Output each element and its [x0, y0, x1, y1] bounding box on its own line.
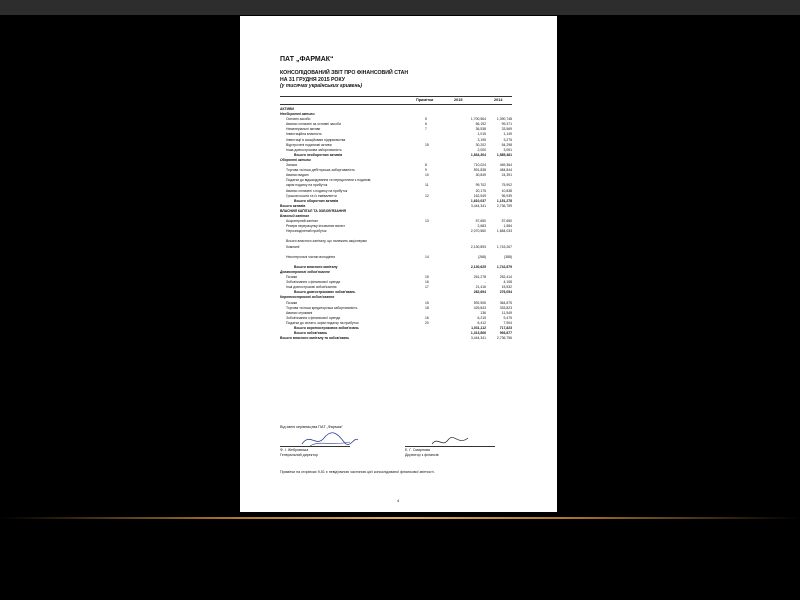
row-value-2014: 2,736,759	[496, 203, 512, 208]
row-value-2015: 710,024	[473, 163, 486, 168]
title-line-2: НА 31 ГРУДНЯ 2015 РОКУ	[280, 76, 345, 83]
row-label: Необоротні активи	[280, 112, 315, 117]
row-value-2014: 717,823	[499, 326, 512, 331]
row-note: 15	[425, 275, 429, 280]
row-label: Аванси сплачені за основні засоби	[286, 122, 341, 127]
row-value-2015: 56,192	[475, 122, 486, 127]
page-number: 4	[397, 498, 400, 503]
row-note: 9	[425, 168, 427, 173]
row-label: Податки до сплати, окрім податку на прибуток	[286, 320, 359, 325]
row-value-2014: 99,371	[501, 122, 512, 127]
column-header-notes: Примітки	[416, 98, 434, 102]
row-label: Зобов'язання з фінансової оренди	[286, 315, 341, 320]
row-value-2014: 54,298	[501, 142, 512, 147]
row-value-2015: 2,070,560	[470, 229, 486, 234]
row-value-2014: 15,532	[501, 285, 512, 290]
row-label: Резерв перерахунку іноземних валют	[286, 224, 345, 229]
row-label: Основні засоби	[286, 117, 311, 122]
row-value-2014: 1,390,748	[496, 117, 512, 122]
row-value-2015: 36,538	[475, 127, 486, 132]
row-value-2014: (388)	[504, 254, 512, 259]
row-label: Всього власного капіталу, що належить акціонерам	[286, 239, 367, 244]
row-note: 12	[425, 193, 429, 198]
row-note: 15	[425, 300, 429, 305]
row-note: 18	[425, 305, 429, 310]
signer-1-name: Ф. І. Жебровська	[280, 448, 309, 452]
balance-sheet-rows	[280, 107, 512, 341]
row-note: 8	[425, 163, 427, 168]
row-value-2015: 591,838	[473, 168, 486, 173]
row-label: Довгострокові зобов'язання	[280, 270, 330, 274]
row-value-2014: 276,054	[499, 290, 512, 295]
row-note: 13	[425, 219, 429, 224]
footnote: Примітки на сторінках 9-51 є невід'ємною частиною цієї консолідованої фінансової звітності.	[280, 470, 435, 474]
row-value-2015: 2,130,625	[470, 264, 486, 269]
row-value-2014: 4,108	[503, 280, 512, 285]
signer-1	[280, 448, 318, 458]
row-label: Оборотні активи	[280, 157, 311, 162]
row-value-2015: 57,650	[475, 219, 486, 224]
signer-2-name: Е. Г. Смирнова	[405, 448, 430, 452]
row-label: Торгова та інша дебіторська заборгованість	[286, 168, 355, 173]
row-value-2015: 162,549	[473, 193, 486, 198]
row-note: 6	[425, 122, 427, 127]
row-value-2014: 364,875	[499, 300, 512, 305]
row-label: Аванси видані	[286, 173, 309, 178]
table-row	[280, 336, 512, 341]
row-value-2015: 30,849	[475, 173, 486, 178]
row-note: 7	[425, 127, 427, 132]
row-value-2014: 1,684,033	[496, 229, 512, 234]
row-label: Власний капітал	[280, 213, 310, 218]
row-label: Аванси сплачені з податку на прибуток	[286, 188, 348, 193]
row-value-2015: (268)	[478, 254, 486, 259]
row-label: Акціонерний капітал	[286, 219, 318, 224]
row-value-2015: 30,202	[475, 142, 486, 147]
row-value-2014: 1,742,879	[496, 264, 512, 269]
row-label: Нерозподілений прибуток	[286, 229, 327, 234]
row-value-2015: 1,834,304	[470, 152, 486, 157]
row-label: Короткострокові зобов'язання	[280, 295, 335, 300]
row-label: Всього зобов'язань	[294, 331, 328, 336]
row-value-2015: 2,130,893	[470, 244, 486, 249]
row-value-2015: 3,444,341	[470, 336, 486, 341]
row-value-2014: 9,475	[503, 315, 512, 320]
row-note: 11	[425, 183, 429, 188]
row-label: окрім податку на прибуток	[286, 183, 328, 188]
row-label: Грошові кошти та їх еквіваленти	[286, 193, 337, 198]
row-label: Всього необоротних активів	[294, 152, 343, 157]
row-label: Всього власного капіталу	[294, 264, 338, 269]
row-value-2014: 993,877	[499, 331, 512, 336]
row-value-2014: 75,902	[501, 183, 512, 188]
row-note: 16	[425, 280, 429, 285]
row-value-2015: 2,000	[477, 147, 486, 152]
row-value-2015: 425,843	[473, 305, 486, 310]
row-value-2015: 1,700,564	[470, 117, 486, 122]
row-value-2014: 1,584	[503, 224, 512, 229]
row-label: Всього короткострокових зобов'язань	[294, 326, 359, 331]
row-value-2014: 7,904	[503, 320, 512, 325]
row-note: 16	[425, 315, 429, 320]
row-value-2015: 1,313,806	[470, 331, 486, 336]
row-value-2015: 1,610,037	[470, 198, 486, 203]
row-label: Неконтрольні частки володіння	[286, 254, 336, 259]
row-label: Всього оборотних активів	[294, 198, 339, 203]
row-label: ВЛАСНИЙ КАПІТАЛ ТА ЗОБОВ'ЯЗАННЯ	[280, 208, 346, 213]
row-label: Нематеріальні активи	[286, 127, 321, 132]
top-band	[0, 0, 800, 15]
row-value-2014: 333,823	[499, 305, 512, 310]
row-label: Позики	[286, 275, 298, 280]
row-value-2015: 1,015	[477, 132, 486, 137]
row-value-2014: 11,549	[501, 310, 512, 315]
signature-line-1	[280, 446, 350, 447]
row-value-2015: 592,506	[473, 300, 486, 305]
header-rule-bottom	[280, 104, 512, 105]
row-value-2014: 96,939	[501, 193, 512, 198]
row-value-2014: 252,414	[499, 275, 512, 280]
row-label: Всього довгострокових зобов'язань	[294, 290, 356, 295]
row-value-2015: 2,683	[477, 224, 486, 229]
row-value-2014: 3,275	[503, 137, 512, 142]
row-note: 15	[425, 142, 429, 147]
document-page	[240, 16, 557, 512]
row-value-2014: 469,364	[499, 163, 512, 168]
row-value-2014: 1,743,267	[496, 244, 512, 249]
row-value-2014: 1,151,278	[496, 198, 512, 203]
row-value-2014: 10,838	[501, 188, 512, 193]
row-value-2014: 57,650	[501, 219, 512, 224]
row-value-2015: 6,412	[477, 320, 486, 325]
row-value-2015: 136	[480, 310, 486, 315]
column-header-2014: 2014	[494, 98, 503, 102]
row-value-2014: 2,736,756	[496, 336, 512, 341]
row-label: Позики	[286, 300, 298, 305]
row-label: Зобов'язання з фінансової оренди	[286, 280, 341, 285]
row-label: Всього активів	[280, 203, 306, 208]
row-note: 5	[425, 117, 427, 122]
row-value-2015: -	[484, 280, 486, 285]
row-value-2014: 24,391	[501, 173, 512, 178]
currency-note: (у тисячах українських гривень)	[280, 83, 363, 89]
title-line-1: КОНСОЛІДОВАНИЙ ЗВІТ ПРО ФІНАНСОВИЙ СТАН	[280, 70, 409, 76]
row-label: Податки до відшкодування та передоплати з податків,	[286, 178, 372, 183]
approval-statement: Від імені керівництва ПАТ „Фармак“	[280, 425, 343, 429]
row-label: Інші довгострокові зобов'язання	[286, 285, 337, 290]
row-note: 14	[425, 254, 429, 259]
row-value-2015: 99,702	[475, 183, 486, 188]
row-value-2015: 21,416	[475, 285, 486, 290]
row-value-2015: 1,031,112	[471, 326, 486, 331]
row-value-2014: 484,844	[499, 168, 512, 173]
row-value-2015: 3,195	[477, 137, 486, 142]
row-value-2015: 6,215	[477, 315, 486, 320]
row-value-2015: 3,444,341	[470, 203, 486, 208]
row-value-2015: 282,694	[473, 290, 486, 295]
column-header-2015: 2015	[454, 98, 463, 102]
row-value-2014: 33,569	[501, 127, 512, 132]
row-label: Відстрочені податкові активи	[286, 142, 332, 147]
row-label: Запаси	[286, 163, 298, 168]
header-rule-top	[280, 96, 512, 97]
row-label: Інвестиції в асоційовані підприємства	[286, 137, 346, 142]
row-label: Аванси отримані	[286, 310, 313, 315]
company-name: ПАТ „ФАРМАК“	[280, 56, 334, 63]
row-note: 20	[425, 320, 429, 325]
row-value-2014: 3,051	[503, 147, 512, 152]
row-label: Компанії	[286, 244, 300, 249]
signer-2	[405, 448, 439, 458]
row-value-2014: 1,585,481	[496, 152, 512, 157]
row-value-2014: 1,149	[503, 132, 512, 137]
row-label: Всього власного капіталу та зобов'язань	[280, 336, 350, 341]
row-label: Інвестиційна власність	[286, 132, 322, 137]
statement-title	[280, 70, 408, 83]
row-value-2015: 20,175	[475, 188, 486, 193]
signature-line-2	[405, 446, 495, 447]
row-label: АКТИВИ	[280, 107, 294, 111]
signer-1-role: Генеральний директор	[280, 453, 318, 457]
row-note: 10	[425, 173, 429, 178]
gold-divider	[0, 517, 800, 519]
signer-2-role: Директор з фінансів	[405, 453, 439, 457]
row-value-2015: 261,278	[473, 275, 486, 280]
row-label: Торгова та інша кредиторська заборгованість	[286, 305, 358, 310]
row-label: Інша довгострокова заборгованість	[286, 147, 342, 152]
row-note: 17	[425, 285, 429, 290]
